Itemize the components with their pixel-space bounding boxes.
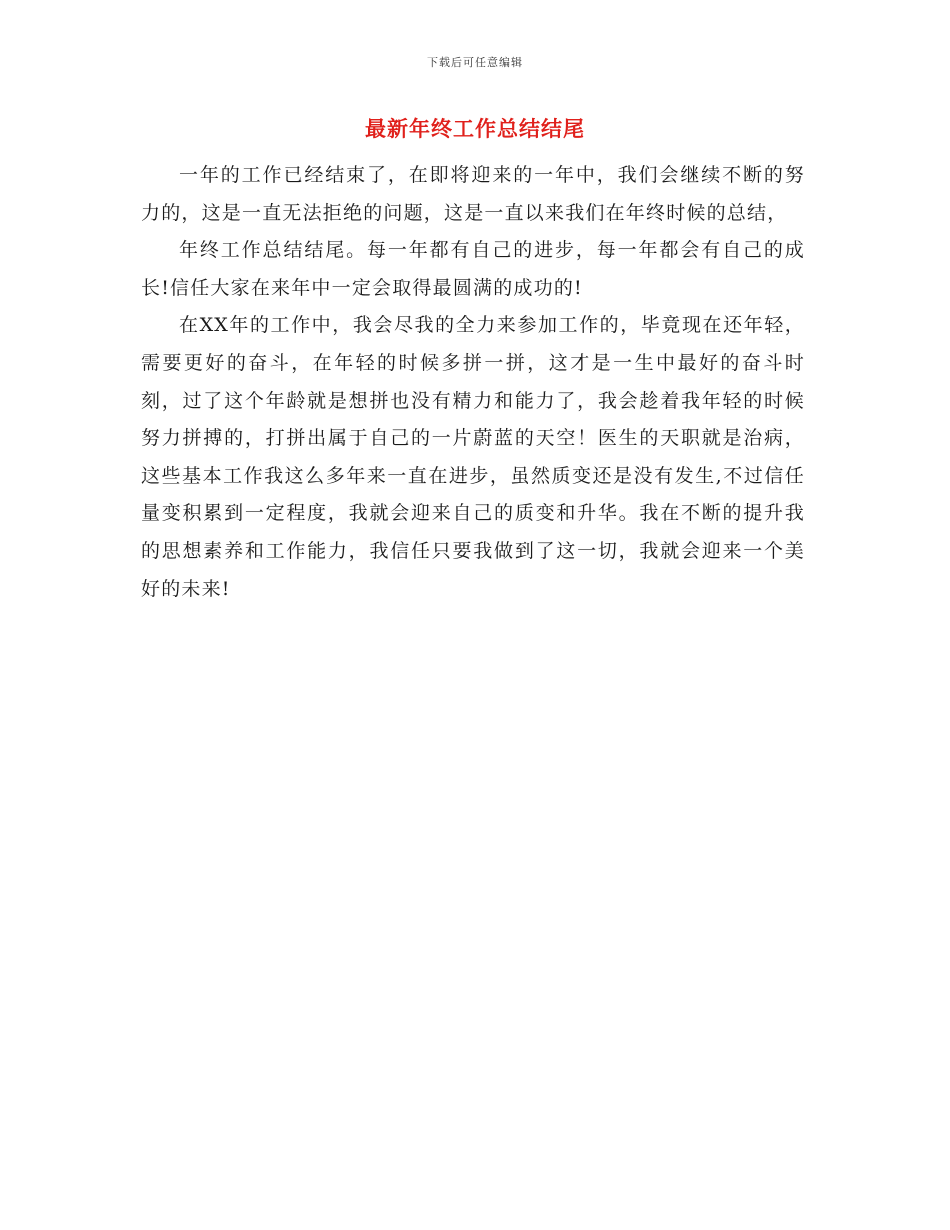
document-title: 最新年终工作总结结尾 — [365, 117, 585, 141]
paragraph-1: 一年的工作已经结束了，在即将迎来的一年中，我们会继续不断的努力的，这是一直无法拒绝的问题，这是一直以来我们在年终时候的总结， — [141, 164, 805, 224]
paragraph-2: 年终工作总结结尾。每一年都有自己的进步，每一年都会有自己的成长!信任大家在来年中一定会取得最圆满的成功的! — [141, 239, 805, 299]
paragraph-3: 在XX年的工作中，我会尽我的全力来参加工作的，毕竟现在还年轻，需要更好的奋斗，在年轻的时候多拼一拼，这才是一生中最好的奋斗时刻，过了这个年龄就是想拼也没有精力和能力了，我会趁着我年轻的时候努力拼搏的，打拼出属于自己的一片蔚蓝的天空！医生的天职就是治病，这些基本工作我这么多年来一直在进步，虽然质变还是没有发生,不过信任量变积累到一定程度，我就会迎来自己的质变和升华。我在不断的提升我的思想素养和工作能力，我信任只要我做到了这一切，我就会迎来一个美好的未来! — [141, 314, 805, 600]
header-note: 下载后可任意编辑 — [427, 56, 523, 69]
document-body — [141, 157, 805, 608]
